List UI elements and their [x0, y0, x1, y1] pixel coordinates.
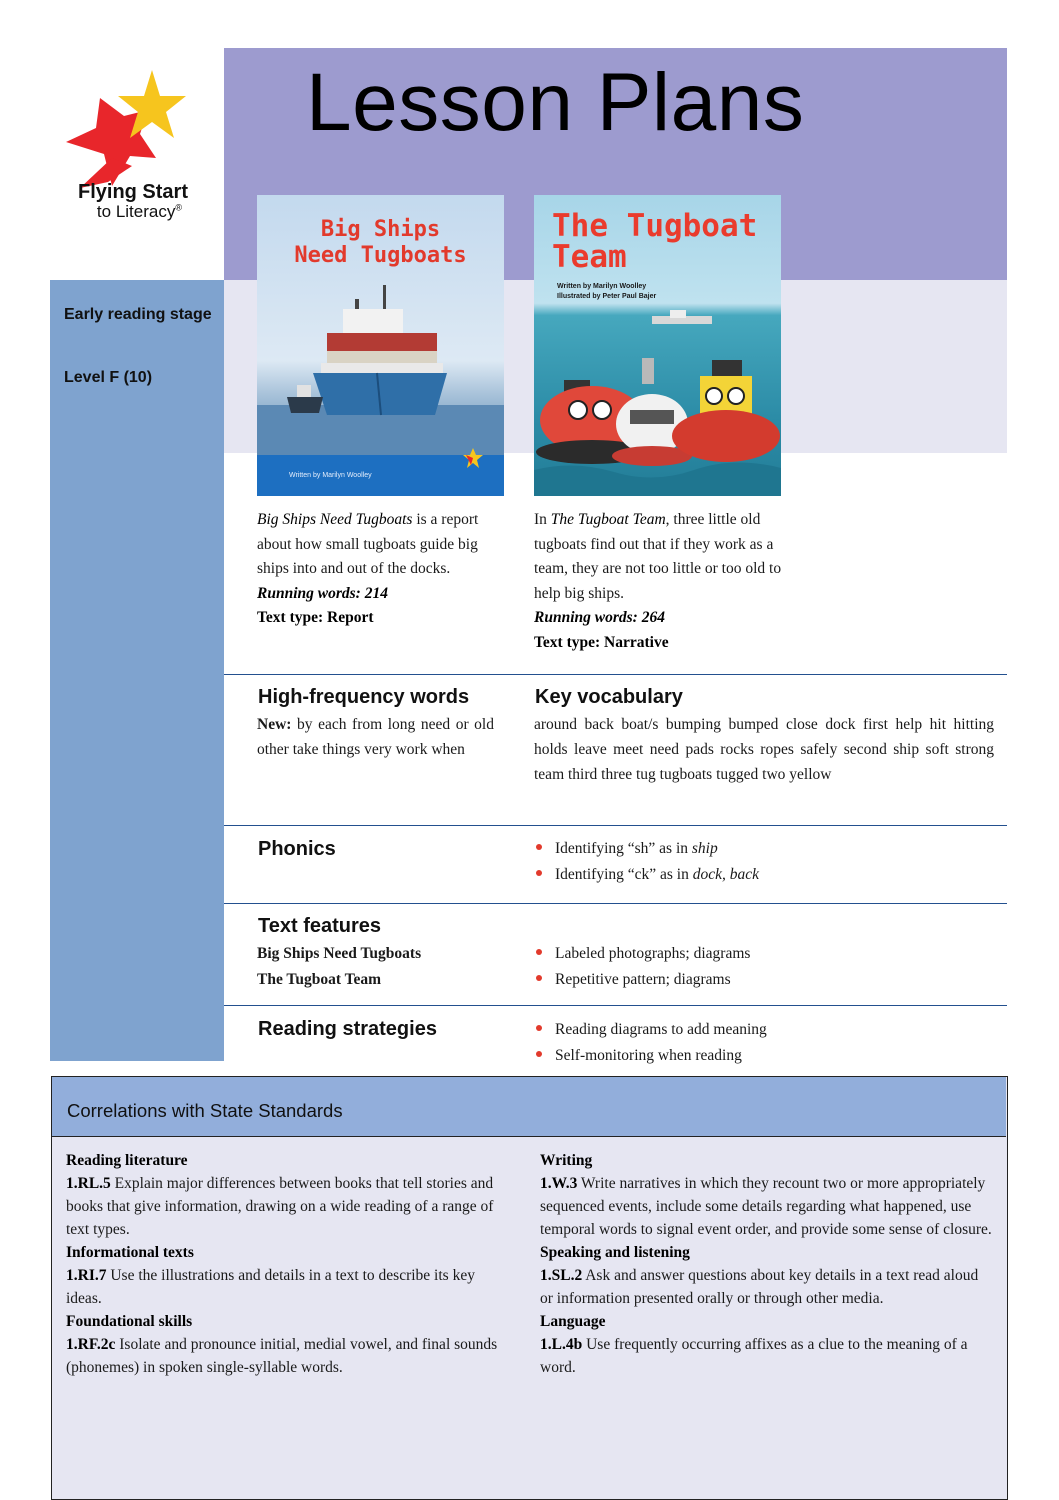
hfw-new-label: New: [257, 716, 292, 733]
book2-text-type: Text type: Narrative [534, 633, 669, 651]
book1-description [257, 508, 507, 631]
standard-item: 1.SL.2 Ask and answer questions about key details in a text read aloud or information presented orally or through other media. [540, 1267, 979, 1307]
standard-item: 1.RL.5 Explain major differences between books that tell stories and books that give information, drawing on a wide reading of a range of text types. [66, 1175, 494, 1238]
cover-title-line1: Big Ships [320, 217, 441, 242]
reading-level: Level F (10) [64, 369, 153, 386]
standard-item: 1.RI.7 Use the illustrations and details in a text to describe its key ideas. [66, 1267, 475, 1307]
container-ship-photo-icon [257, 275, 504, 460]
registered-mark: ® [175, 202, 182, 213]
phonics-heading: Phonics [258, 838, 336, 860]
book1-text-type: Text type: Report [257, 609, 374, 626]
cover-title-line1: The Tugboat [552, 208, 758, 244]
text-features-books [257, 941, 421, 993]
book2-intro: In [534, 511, 551, 528]
section-divider [224, 1005, 1007, 1006]
cover-title-line2: Team [552, 239, 627, 275]
hfw-words: by each from long need or old other take things very work when [257, 716, 494, 758]
tugboats-illustration-icon [534, 310, 781, 496]
text-features-item: Labeled photographs; diagrams [534, 941, 750, 967]
standard-item: 1.L.4b Use frequently occurring affixes as a clue to the meaning of a word. [540, 1336, 968, 1376]
section-divider [224, 825, 1007, 826]
cover-title [552, 208, 758, 275]
book-cover-big-ships [257, 195, 504, 496]
brand-name: Flying Start [77, 181, 188, 203]
standards-right-column [540, 1149, 992, 1379]
standard-item: 1.W.3 Write narratives in which they recount two or more appropriately sequenced events, include some details regarding what happened, use temporal words to signal event order, and provide some sense of closure. [540, 1175, 992, 1238]
strategies-heading: Reading strategies [258, 1018, 437, 1040]
text-features-book: Big Ships Need Tugboats [257, 945, 422, 962]
book-cover-tugboat-team [534, 195, 781, 496]
cover-title [257, 217, 504, 269]
standard-item: 1.RF.2c Isolate and pronounce initial, medial vowel, and final sounds (phonemes) in spoken single-syllable words. [66, 1336, 498, 1376]
standards-header [52, 1077, 1006, 1137]
phonics-item: Identifying “ck” as in dock, back [534, 862, 759, 888]
book1-running-words: Running words: 214 [257, 584, 388, 602]
hfw-heading: High-frequency words [258, 686, 470, 708]
section-divider [224, 674, 1007, 675]
sidebar [50, 280, 224, 1061]
book2-summary: , three little old tugboats find out that if they work as a team, they are not too little or too old to help big ships. [534, 511, 782, 602]
strategies-item: Reading diagrams to add meaning [534, 1017, 767, 1043]
standards-title: Correlations with State Standards [67, 1100, 343, 1121]
brand-subtitle: to Literacy® [96, 202, 182, 221]
vocab-list: around back boat/s bumping bumped close dock first help hit hitting holds leave meet need pads rocks ropes safely second ship soft strong team third three tug tugboats tugged two yellow [534, 716, 994, 783]
phonics-list [534, 836, 759, 888]
cover-written-by: Written by Marilyn Woolley [557, 283, 647, 290]
page-title: Lesson Plans [306, 57, 805, 148]
cover-illustrated-by: Illustrated by Peter Paul Bajer [557, 293, 657, 300]
strategies-item: Self-monitoring when reading [534, 1043, 767, 1069]
standard-heading: Reading literature [66, 1152, 188, 1169]
text-features-list [534, 941, 750, 993]
book2-description [534, 508, 784, 655]
standard-heading: Speaking and listening [540, 1244, 690, 1261]
book2-title: The Tugboat Team [550, 511, 666, 528]
hfw-list [257, 712, 494, 762]
text-features-book: The Tugboat Team [257, 971, 382, 988]
standards-left-column [66, 1149, 512, 1379]
vocab-heading: Key vocabulary [535, 686, 683, 708]
section-divider [224, 903, 1007, 904]
phonics-item: Identifying “sh” as in ship [534, 836, 759, 862]
book2-running-words: Running words: 264 [534, 609, 665, 626]
publisher-star-icon [462, 447, 484, 469]
book1-title: Big Ships Need Tugboats [257, 511, 413, 528]
standard-heading: Informational texts [66, 1244, 194, 1261]
cover-title-line2: Need Tugboats [294, 243, 467, 268]
standard-heading: Writing [540, 1152, 593, 1169]
standard-heading: Foundational skills [66, 1313, 193, 1330]
standards-panel [51, 1076, 1008, 1500]
book1-summary: is a report about how small tugboats guide big ships into and out of the docks. [257, 511, 479, 577]
cover-byline: Written by Marilyn Woolley [289, 472, 372, 479]
text-features-item: Repetitive pattern; diagrams [534, 967, 750, 993]
reading-stage: Early reading stage [64, 306, 212, 323]
strategies-list [534, 1017, 767, 1069]
text-features-heading: Text features [258, 915, 382, 937]
standard-heading: Language [540, 1313, 606, 1330]
